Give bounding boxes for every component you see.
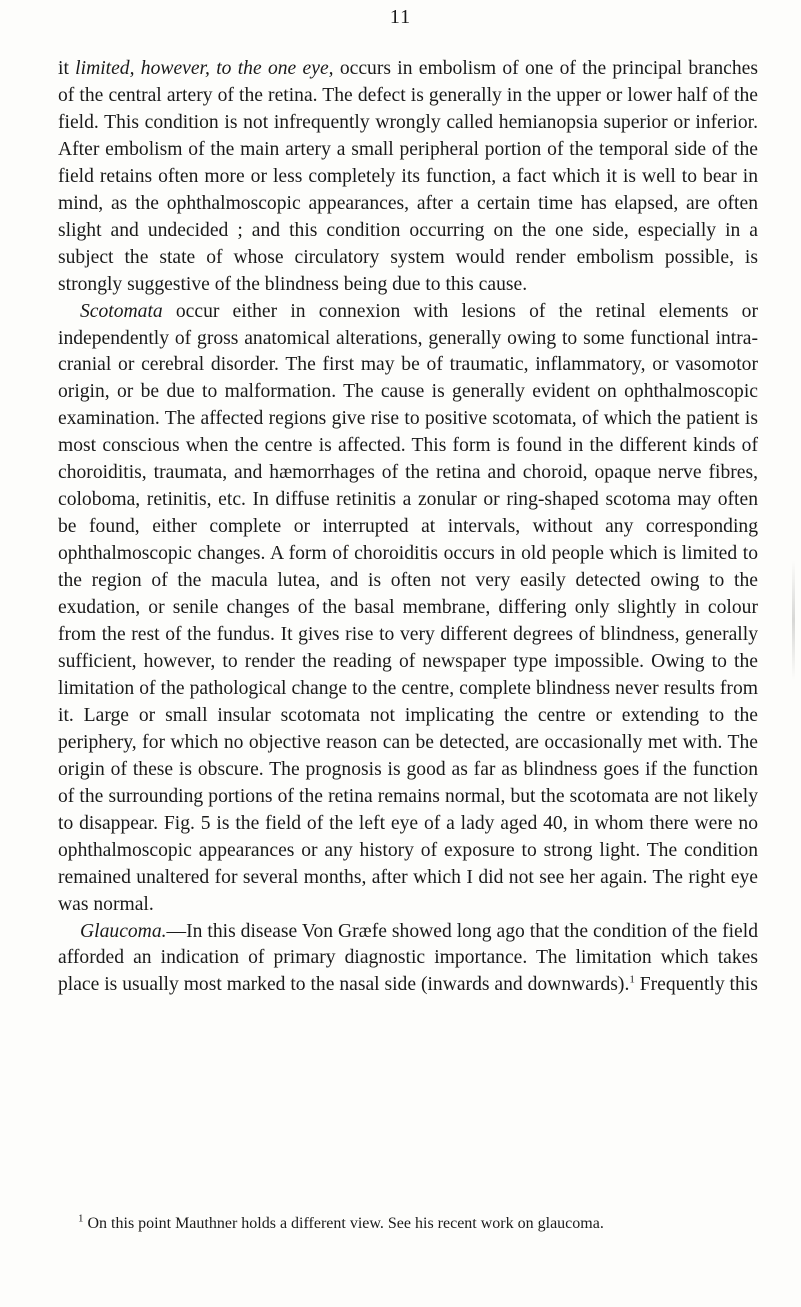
paragraph-body: —In this disease Von Græfe showed long ago that the condition of the field afforded an indication of primary diagnostic importance. The limitation which takes place is usually most marked to the nasal side (inwards and downwards). xyxy=(58,920,758,996)
paragraph-embolism xyxy=(58,56,758,299)
paragraph-lead: it xyxy=(58,58,69,79)
footnote-text: On this point Mauthner holds a different view. See his recent work on glaucoma. xyxy=(83,1215,604,1232)
section-heading-scotomata: Scotomata xyxy=(80,300,163,322)
paragraph-body: occur either in connexion with lesions of the retinal elements or independently of gross anatomical alterations, generally owing to some functional intra-cranial or cerebral disorder. The first may be of traumatic, inflammatory, or vasomotor origin, or be due to malformation. The cause is generally evident on ophthalmoscopic examination. The affected regions give rise to positive scotomata, of which the patient is most conscious when the centre is affected. This form is found in the different kinds of choroiditis, traumata, and hæmorrhages of the retina and choroid, opaque nerve fibres, coloboma, retinitis, etc. In diffuse retinitis a zonular or ring-shaped scotoma may often be found, either complete or interrupted at intervals, without any corresponding ophthalmoscopic changes. A form of choroiditis occurs in old people which is limited to the region of the macula lutea, and is often not very easily detected owing to the exudation, or senile changes of the basal membrane, differing only slightly in colour from the rest of the fundus. It gives rise to very different degrees of blindness, generally sufficient, however, to render the reading of newspaper type impossible. Owing to the limitation of the pathological change to the centre, complete blindness never results from it. Large or small insular scotomata not implicating the centre or extending to the periphery, for which no objective reason can be detected, are occasionally met with. The origin of these is obscure. The prognosis is good as far as blindness goes if the function of the surrounding portions of the retina remains normal, but the scotomata are not likely to disappear. Fig. 5 is the field of the left eye of a lady aged 40, in whom there were no ophthalmoscopic appearances or any history of exposure to strong light. The condition remained unaltered for several months, after which I did not see her again. The right eye was normal. xyxy=(58,300,758,915)
scan-edge-shadow xyxy=(792,560,795,680)
paragraph-body: occurs in embolism of one of the principal branches of the central artery of the retina. The defect is generally in the upper or lower half of the field. This condition is not infrequently wrongly called hemianopsia superior or inferior. After embolism of the main artery a small peripheral portion of the temporal side of the field retains often more or less completely its function, a fact which it is well to bear in mind, as the ophthalmoscopic appearances, after a certain time has elapsed, are often slight and undecided ; and this condition occurring on the one side, especially in a subject the state of whose circulatory system would render embolism possible, is strongly suggestive of the blindness being due to this cause. xyxy=(58,58,758,295)
footnote-reference: 1 xyxy=(629,973,635,986)
page-number: 11 xyxy=(389,6,412,28)
paragraph-scotomata xyxy=(58,299,758,919)
section-heading-glaucoma: Glaucoma. xyxy=(80,920,167,942)
paragraph-lead-italic: limited, however, to the one eye, xyxy=(68,58,334,79)
body-text xyxy=(58,56,758,999)
footnote xyxy=(58,1213,758,1234)
footnote-mark: 1 xyxy=(78,1212,84,1225)
paragraph-glaucoma xyxy=(58,919,758,1000)
paragraph-tail: Frequently this xyxy=(634,974,758,996)
